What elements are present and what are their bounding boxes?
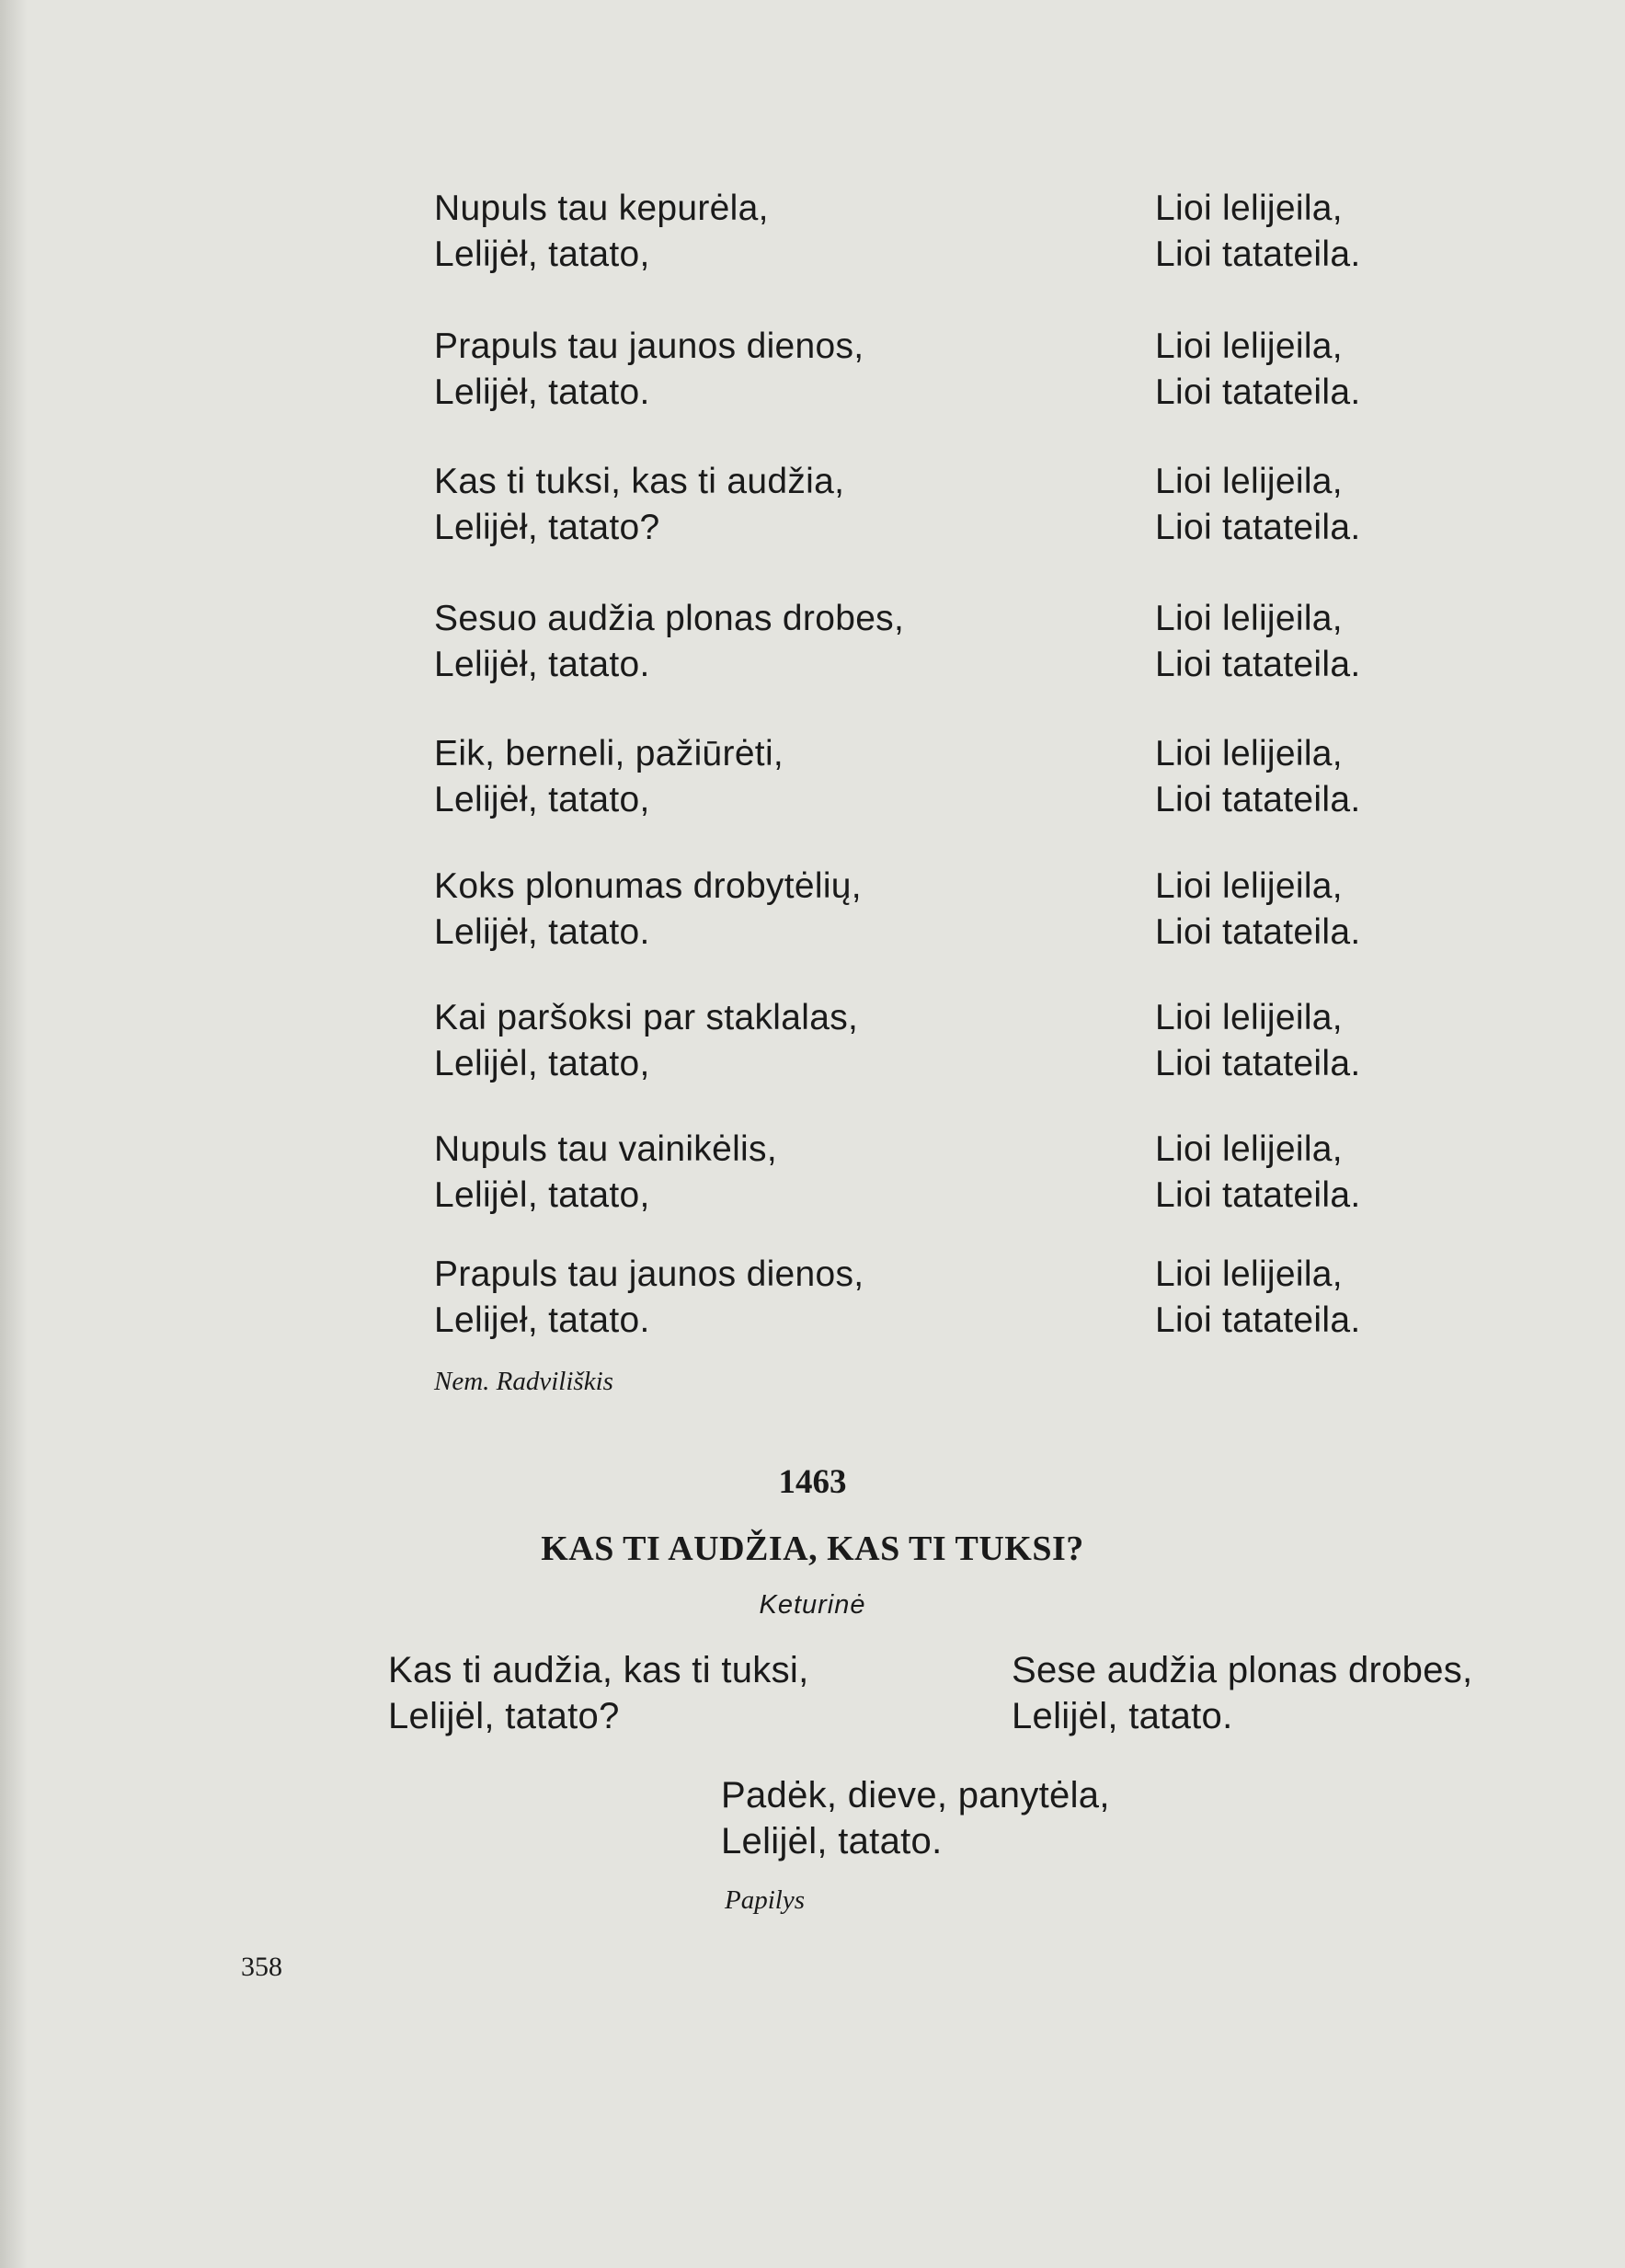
lyric-line: Lelijeł, tatato. <box>434 1300 650 1340</box>
refrain-line: Lioi tatateila. <box>1155 1044 1361 1083</box>
lyric-line: Sesuo audžia plonas drobes, <box>434 599 905 638</box>
lyric-line: Lelijėł, tatato, <box>434 235 650 274</box>
refrain-line: Lioi tatateila. <box>1155 912 1361 952</box>
refrain-line: Lioi tatateila. <box>1155 645 1361 684</box>
stanza-8 <box>0 1128 1625 1216</box>
stanza-2 <box>0 325 1625 413</box>
lyric-line: Lelijėl, tatato. <box>721 1821 943 1861</box>
stanza-5 <box>0 732 1625 820</box>
song-genre: Keturinė <box>759 1590 866 1620</box>
song-source-location: Nem. Radviliškis <box>434 1367 613 1396</box>
song-1463-source-location: Papilys <box>725 1885 805 1915</box>
lyric-line: Koks plonumas drobytėlių, <box>434 866 862 906</box>
lyric-line: Lelijėl, tatato, <box>434 1175 650 1215</box>
lyric-line: Lelijėł, tatato? <box>434 508 660 547</box>
song-number: 1463 <box>778 1463 847 1501</box>
lyric-line: Nupuls tau vainikėlis, <box>434 1129 777 1169</box>
refrain-line: Lioi lelijeila, <box>1155 866 1343 906</box>
lyric-line: Lelijėl, tatato? <box>388 1696 620 1736</box>
lyric-line: Kas ti tuksi, kas ti audžia, <box>434 462 845 501</box>
lyric-line: Prapuls tau jaunos dienos, <box>434 326 864 366</box>
lyric-line: Lelijėł, tatato. <box>434 912 650 952</box>
refrain-line: Lioi lelijeila, <box>1155 998 1343 1037</box>
lyric-line: Nupuls tau kepurėla, <box>434 189 769 228</box>
stanza-9 <box>0 1253 1625 1341</box>
refrain-line: Lioi tatateila. <box>1155 508 1361 547</box>
lyric-line: Kai paršoksi par staklalas, <box>434 998 859 1037</box>
lyric-line: Lelijėł, tatato. <box>434 372 650 412</box>
lyric-line: Lelijėl, tatato. <box>1012 1696 1233 1736</box>
refrain-line: Lioi lelijeila, <box>1155 1129 1343 1169</box>
lyric-line: Lelijėł, tatato, <box>434 780 650 819</box>
refrain-line: Lioi tatateila. <box>1155 372 1361 412</box>
refrain-line: Lioi lelijeila, <box>1155 462 1343 501</box>
stanza-3 <box>0 460 1625 548</box>
lyric-line: Sese audžia plonas drobes, <box>1012 1650 1473 1690</box>
song-title: KAS TI AUDŽIA, KAS TI TUKSI? <box>541 1529 1084 1568</box>
refrain-line: Lioi tatateila. <box>1155 1175 1361 1215</box>
stanza-6 <box>0 865 1625 953</box>
lyric-line: Padėk, dieve, panytėla, <box>721 1775 1110 1816</box>
refrain-line: Lioi lelijeila, <box>1155 189 1343 228</box>
lyric-line: Lelijėl, tatato, <box>434 1044 650 1083</box>
lyric-line: Lelijėł, tatato. <box>434 645 650 684</box>
page-number: 358 <box>241 1952 282 1982</box>
lyric-line: Eik, berneli, pažiūrėti, <box>434 734 784 773</box>
refrain-line: Lioi lelijeila, <box>1155 599 1343 638</box>
refrain-line: Lioi tatateila. <box>1155 780 1361 819</box>
refrain-line: Lioi tatateila. <box>1155 1300 1361 1340</box>
lyric-line: Kas ti audžia, kas ti tuksi, <box>388 1650 809 1690</box>
refrain-line: Lioi lelijeila, <box>1155 734 1343 773</box>
refrain-line: Lioi lelijeila, <box>1155 326 1343 366</box>
refrain-line: Lioi tatateila. <box>1155 235 1361 274</box>
stanza-1 <box>0 187 1625 275</box>
lyric-line: Prapuls tau jaunos dienos, <box>434 1254 864 1294</box>
refrain-line: Lioi lelijeila, <box>1155 1254 1343 1294</box>
stanza-7 <box>0 996 1625 1084</box>
stanza-4 <box>0 597 1625 685</box>
